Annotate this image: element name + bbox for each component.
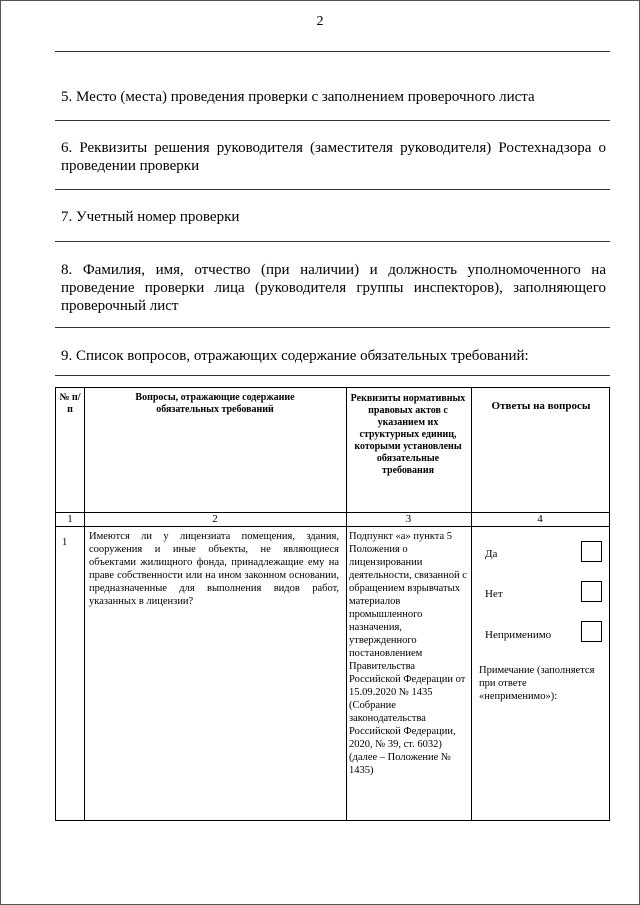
answer-yes-label: Да (485, 548, 498, 560)
header-requisites: Реквизиты нормативных правовых актов с указанием их структурных единиц, которыми установлены обязательные требования (350, 393, 466, 476)
section-8-inspector: 8. Фамилия, имя, отчество (при наличии) и должность уполномоченного на проведение проверки лица (руководителя группы инспекторов), заполняющего проверочный лист (61, 262, 606, 314)
answer-no-checkbox[interactable] (581, 581, 602, 602)
section-9-questions-title: 9. Список вопросов, отражающих содержание обязательных требований: (61, 348, 529, 364)
section-7-number: 7. Учетный номер проверки (61, 209, 240, 225)
divider (55, 120, 610, 121)
header-questions: Вопросы, отражающие содержание обязательных требований (135, 392, 295, 415)
divider (55, 189, 610, 190)
column-number-1: 1 (67, 513, 73, 525)
header-number: № п/п (59, 392, 81, 415)
answer-no-label: Нет (485, 588, 503, 600)
row-requisites: Подпункт «а» пункта 5 Положения о лицензировании деятельности, связанной с обращением взрывчатых материалов промышленного назначения, утвержденного постановлением Правительства Российской Федерации от 15.09.2020 № 1435 (Собрание законодательства Российской Федерации, 2020, № 39, ст. 6032) (далее – Положение № 1435) (349, 531, 467, 776)
section-5-place: 5. Место (места) проведения проверки с заполнением проверочного листа (61, 89, 535, 105)
divider (55, 241, 610, 242)
table-column-line (84, 388, 85, 820)
answer-yes-checkbox[interactable] (581, 541, 602, 562)
row-question: Имеются ли у лицензиата помещения, здания, сооружения и иные объекты, не являющиеся объектами жилищного фонда, принадлежащие ему на праве собственности или на ином законном основании, предназначенные для выполнения видов работ, указанных в лицензии? (89, 531, 339, 607)
section-6-decision: 6. Реквизиты решения руководителя (заместителя руководителя) Ростехнадзора о проведении проверки (61, 140, 606, 174)
divider (55, 51, 610, 52)
header-answers: Ответы на вопросы (491, 400, 591, 412)
page-number: 2 (316, 14, 324, 29)
table-column-line (346, 388, 347, 820)
divider (55, 375, 610, 376)
answer-na-checkbox[interactable] (581, 621, 602, 642)
answer-note: Примечание (заполняется при ответе «неприменимо»): (479, 665, 595, 702)
column-number-3: 3 (405, 513, 412, 525)
answer-na-label: Неприменимо (485, 629, 552, 641)
row-number: 1 (62, 537, 68, 548)
column-number-4: 4 (537, 513, 543, 525)
table-column-line (471, 388, 472, 820)
column-number-2: 2 (212, 513, 218, 525)
requirements-table (55, 387, 610, 821)
table-row-line (56, 526, 609, 527)
divider (55, 327, 610, 328)
